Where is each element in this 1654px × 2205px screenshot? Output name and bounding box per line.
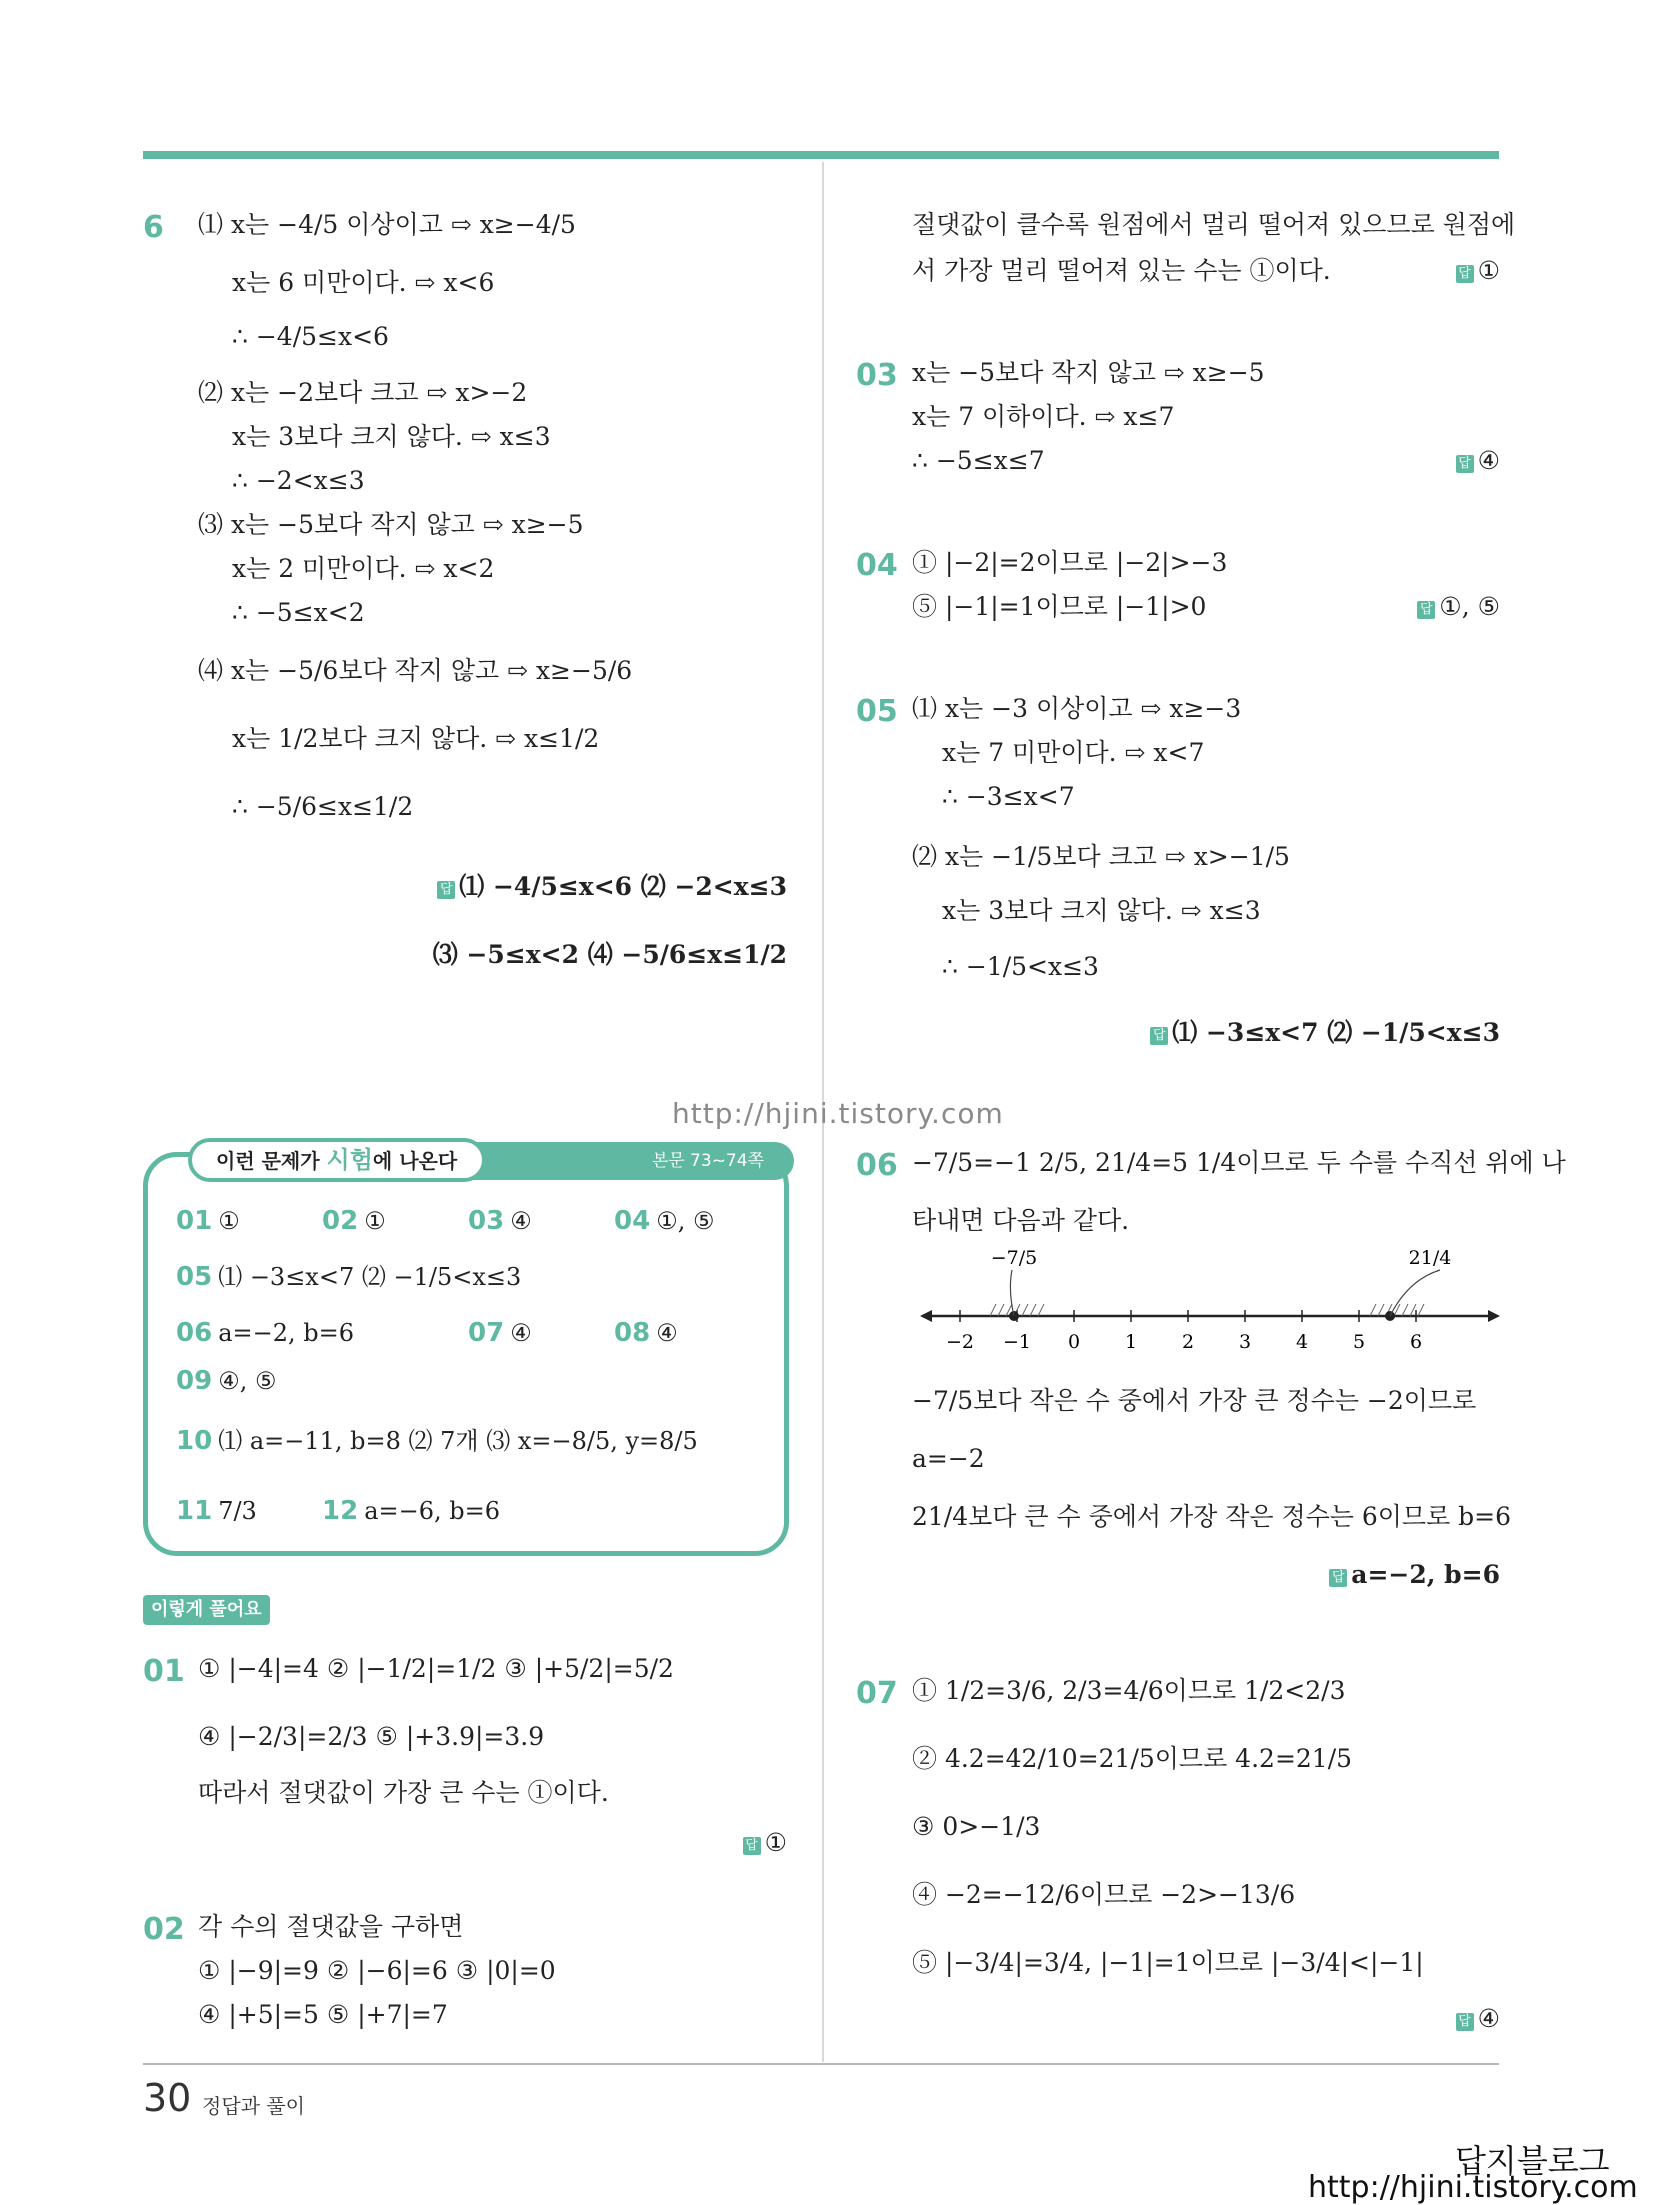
answer-badge-icon: 답: [1456, 265, 1474, 283]
exam-box-title: [188, 1138, 486, 1182]
exam-answer-item: 05 ⑴ −3≤x<7 ⑵ −1/5<x≤3: [176, 1262, 522, 1292]
solution-line: ⑷ x는 −5/6보다 작지 않고 ⇨ x≥−5/6: [198, 656, 633, 685]
solution-line: ⑵ x는 −2보다 크고 ⇨ x>−2: [198, 378, 528, 407]
answer-badge-icon: 답: [1417, 601, 1435, 619]
solution-line: ⑤ |−1|=1이므로 |−1|>0: [912, 592, 1207, 621]
hatch-mark: [1378, 1304, 1384, 1316]
solution-line: x는 −5보다 작지 않고 ⇨ x≥−5: [912, 358, 1265, 387]
question-number: 05: [856, 694, 898, 729]
tick-label: −1: [1002, 1331, 1032, 1353]
question-number: 04: [856, 548, 898, 583]
solution-line: ③ 0>−1/3: [912, 1812, 1041, 1841]
answer-text: a=−2, b=6: [1351, 1560, 1500, 1589]
answer-text: ⑶ −5≤x<2 ⑷ −5/6≤x≤1/2: [432, 940, 787, 969]
title-pre: 이런 문제가: [216, 1149, 327, 1173]
answer-text: ①, ⑤: [1439, 592, 1500, 621]
arrow-right-icon: [1488, 1310, 1500, 1322]
solution-line: −7/5보다 작은 수 중에서 가장 큰 정수는 −2이므로: [912, 1386, 1477, 1415]
arrow-left-icon: [920, 1310, 932, 1322]
number-line: [920, 1250, 1500, 1360]
watermark-brand: 답지블로그: [1455, 2142, 1610, 2180]
answer-badge-icon: 답: [1456, 2013, 1474, 2031]
answer: [743, 1828, 787, 1858]
solution-line: ∴ −1/5<x≤3: [942, 952, 1099, 981]
hatch-mark: [1410, 1304, 1416, 1316]
solution-line: ⑴ x는 −3 이상이고 ⇨ x≥−3: [912, 694, 1242, 723]
question-number: 01: [143, 1654, 185, 1689]
hatch-mark: [1402, 1304, 1408, 1316]
solution-line: ① |−4|=4 ② |−1/2|=1/2 ③ |+5/2|=5/2: [198, 1654, 674, 1683]
exam-answer-item: 08 ④: [614, 1318, 678, 1348]
solution-line: x는 1/2보다 크지 않다. ⇨ x≤1/2: [232, 724, 600, 753]
answer-text: ⑴ −3≤x<7 ⑵ −1/5<x≤3: [1172, 1018, 1500, 1047]
solution-line: 절댓값이 클수록 원점에서 멀리 떨어져 있으므로 원점에: [912, 210, 1516, 239]
problem-number: 6: [143, 210, 164, 245]
exam-answer-item: 01 ①: [176, 1206, 240, 1236]
exam-answer-item: 07 ④: [468, 1318, 532, 1348]
exam-answer-item: 12 a=−6, b=6: [322, 1496, 500, 1526]
top-accent-bar: [143, 151, 1499, 159]
exam-answer-item: 06 a=−2, b=6: [176, 1318, 354, 1348]
answer-badge-icon: 답: [1150, 1027, 1168, 1045]
tick-label: 0: [1067, 1331, 1081, 1353]
solution-line: ∴ −3≤x<7: [942, 782, 1075, 811]
answer-text: ④: [1477, 446, 1500, 475]
answer: [433, 940, 787, 970]
exam-answer-item: 10 ⑴ a=−11, b=8 ⑵ 7개 ⑶ x=−8/5, y=8/5: [176, 1426, 698, 1456]
title-highlight: 시험: [326, 1146, 373, 1174]
solution-line: ∴ −4/5≤x<6: [232, 322, 389, 351]
solution-line: 따라서 절댓값이 가장 큰 수는 ①이다.: [198, 1778, 609, 1807]
solution-line: x는 7 미만이다. ⇨ x<7: [942, 738, 1205, 767]
watermark-url: http://hjini.tistory.com: [1308, 2170, 1638, 2205]
question-number: 03: [856, 358, 898, 393]
exam-answer-item: 02 ①: [322, 1206, 386, 1236]
solution-line: x는 7 이하이다. ⇨ x≤7: [912, 402, 1175, 431]
hatch-mark: [998, 1304, 1004, 1316]
page-reference: 본문 73~74쪽: [470, 1142, 794, 1180]
answer: [1456, 446, 1500, 476]
watermark-url: http://hjini.tistory.com: [672, 1097, 1004, 1130]
answer-text: ①: [764, 1828, 787, 1857]
solution-line: ∴ −5/6≤x≤1/2: [232, 792, 414, 821]
solution-line: ④ |+5|=5 ⑤ |+7|=7: [198, 2000, 448, 2029]
solution-line: 서 가장 멀리 떨어져 있는 수는 ①이다.: [912, 256, 1331, 285]
answer: [1456, 2004, 1500, 2034]
answer: [437, 872, 787, 902]
exam-answer-item: 09 ④, ⑤: [176, 1366, 277, 1396]
tick-label: 1: [1124, 1331, 1138, 1353]
label-left-fraction: −7/5: [990, 1250, 1038, 1269]
answer: [1417, 592, 1500, 622]
answer-text: ①: [1477, 256, 1500, 285]
hatch-mark: [1030, 1304, 1036, 1316]
solution-line: ∴ −2<x≤3: [232, 466, 365, 495]
answer: [1456, 256, 1500, 286]
solution-line: ⑵ x는 −1/5보다 크고 ⇨ x>−1/5: [912, 842, 1290, 871]
answer-badge-icon: 답: [743, 1837, 761, 1855]
solution-label: 이렇게 풀어요: [143, 1595, 270, 1625]
solution-line: ⑴ x는 −4/5 이상이고 ⇨ x≥−4/5: [198, 210, 576, 239]
tick-label: 4: [1295, 1331, 1309, 1353]
footer-rule: [143, 2063, 1499, 2065]
solution-line: ① 1/2=3/6, 2/3=4/6이므로 1/2<2/3: [912, 1676, 1346, 1705]
answer-text: ⑴ −4/5≤x<6 ⑵ −2<x≤3: [459, 872, 787, 901]
question-number: 02: [143, 1912, 185, 1947]
hatch-mark: [1394, 1304, 1400, 1316]
page-tag: 정답과 풀이: [202, 2094, 305, 2118]
tick-label: 6: [1409, 1331, 1423, 1353]
solution-line: ∴ −5≤x≤7: [912, 446, 1045, 475]
solution-line: x는 3보다 크지 않다. ⇨ x≤3: [942, 896, 1261, 925]
question-number: 06: [856, 1148, 898, 1183]
page-number: 30: [143, 2076, 192, 2120]
hatch-mark: [1022, 1304, 1028, 1316]
solution-line: 각 수의 절댓값을 구하면: [198, 1912, 464, 1941]
hatch-mark: [1038, 1304, 1044, 1316]
label-right-fraction: 21/4: [1408, 1250, 1452, 1269]
solution-line: ∴ −5≤x<2: [232, 598, 365, 627]
tick-label: 3: [1238, 1331, 1252, 1353]
solution-line: ⑶ x는 −5보다 작지 않고 ⇨ x≥−5: [198, 510, 584, 539]
title-post: 에 나온다: [372, 1149, 458, 1173]
solution-line: ④ |−2/3|=2/3 ⑤ |+3.9|=3.9: [198, 1722, 545, 1751]
solution-line: ④ −2=−12/6이므로 −2>−13/6: [912, 1880, 1296, 1909]
tick-label: 5: [1352, 1331, 1366, 1353]
hatch-mark: [990, 1304, 996, 1316]
solution-line: 21/4보다 큰 수 중에서 가장 작은 정수는 6이므로 b=6: [912, 1502, 1512, 1531]
exam-answer-item: 04 ①, ⑤: [614, 1206, 715, 1236]
answer: [1150, 1018, 1500, 1048]
answer-badge-icon: 답: [1329, 1569, 1347, 1587]
hatch-mark: [1418, 1304, 1424, 1316]
solution-line: ② 4.2=42/10=21/5이므로 4.2=21/5: [912, 1744, 1353, 1773]
answer: [1329, 1560, 1500, 1590]
solution-line: x는 3보다 크지 않다. ⇨ x≤3: [232, 422, 551, 451]
question-number: 07: [856, 1676, 898, 1711]
solution-line: ① |−9|=9 ② |−6|=6 ③ |0|=0: [198, 1956, 556, 1985]
tick-label: −2: [945, 1331, 975, 1353]
solution-line: ⑤ |−3/4|=3/4, |−1|=1이므로 |−3/4|<|−1|: [912, 1948, 1424, 1977]
solution-line: x는 2 미만이다. ⇨ x<2: [232, 554, 495, 583]
solution-line: a=−2: [912, 1444, 985, 1473]
answer-badge-icon: 답: [1456, 455, 1474, 473]
answer-text: ④: [1477, 2004, 1500, 2033]
exam-answer-item: 03 ④: [468, 1206, 532, 1236]
exam-answer-item: 11 7/3: [176, 1496, 257, 1526]
answer-badge-icon: 답: [437, 881, 455, 899]
hatch-mark: [1370, 1304, 1376, 1316]
leader-line: [1010, 1270, 1014, 1316]
solution-line: x는 6 미만이다. ⇨ x<6: [232, 268, 495, 297]
solution-line: ① |−2|=2이므로 |−2|>−3: [912, 548, 1228, 577]
tick-label: 2: [1181, 1331, 1195, 1353]
solution-line: 타내면 다음과 같다.: [912, 1206, 1130, 1235]
solution-line: −7/5=−1 2/5, 21/4=5 1/4이므로 두 수를 수직선 위에 나: [912, 1148, 1566, 1177]
